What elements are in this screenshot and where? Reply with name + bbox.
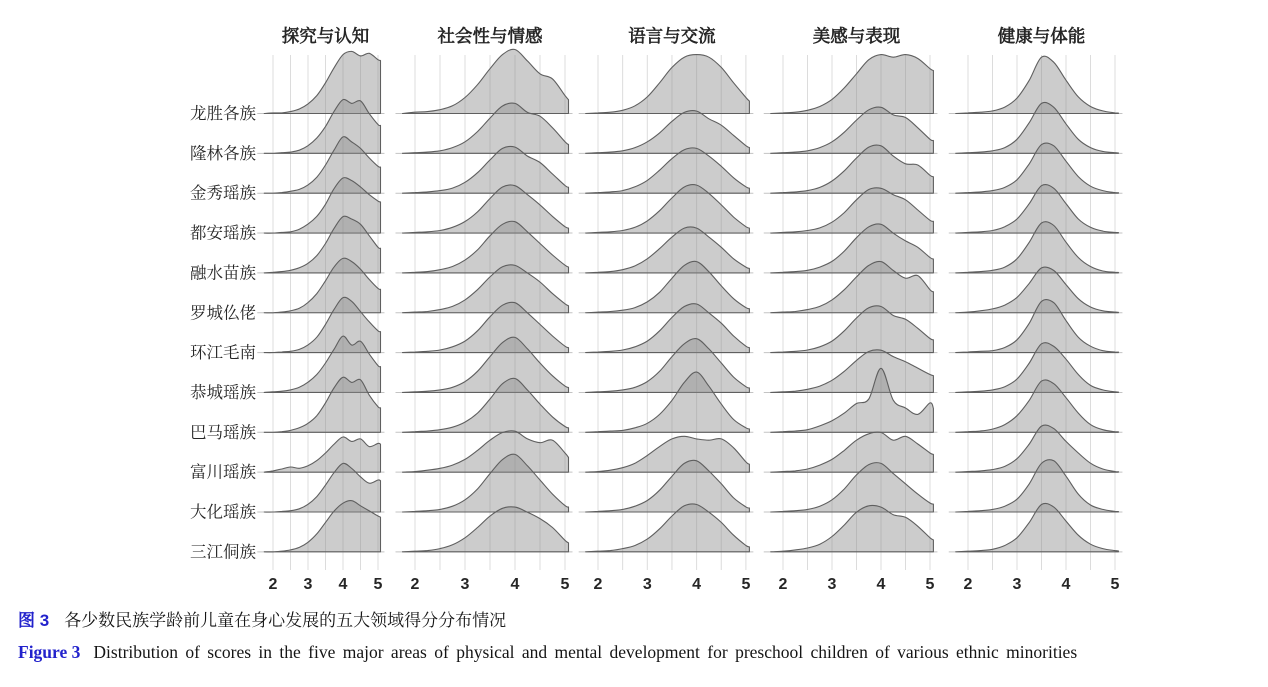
density-curve xyxy=(956,267,1119,313)
x-tick-label: 3 xyxy=(460,576,470,593)
caption-zh-text: 各少数民族学龄前儿童在身心发展的五大领域得分分布情况 xyxy=(64,611,507,630)
density-curve xyxy=(586,436,750,472)
x-tick-label: 4 xyxy=(510,576,520,593)
x-tick-label: 3 xyxy=(827,576,837,593)
row-label: 巴马瑶族 xyxy=(190,423,256,442)
panel-2 xyxy=(579,26,754,593)
panel-title: 社会性与情感 xyxy=(437,26,543,46)
density-curve xyxy=(403,49,569,113)
caption-zh-label: 图 3 xyxy=(18,611,50,630)
density-curve xyxy=(956,299,1119,352)
panel-title: 探究与认知 xyxy=(281,26,370,46)
row-label: 罗城仫佬 xyxy=(190,304,256,323)
x-tick-label: 3 xyxy=(1012,576,1022,593)
panel-title: 美感与表现 xyxy=(812,26,901,46)
row-label: 都安瑶族 xyxy=(190,224,256,243)
row-label: 恭城瑶族 xyxy=(190,383,256,402)
panel-title: 语言与交流 xyxy=(628,26,716,46)
x-tick-label: 3 xyxy=(303,576,313,593)
caption-en xyxy=(18,640,1254,665)
x-tick-label: 2 xyxy=(963,576,973,593)
x-tick-label: 5 xyxy=(560,576,570,593)
panel-4 xyxy=(949,26,1123,593)
caption-en-label: Figure 3 xyxy=(18,641,81,662)
x-tick-label: 5 xyxy=(1110,576,1120,593)
density-curve xyxy=(771,188,934,233)
x-tick-label: 2 xyxy=(593,576,603,593)
x-tick-label: 3 xyxy=(642,576,652,593)
x-tick-label: 4 xyxy=(338,576,348,593)
row-label: 三江侗族 xyxy=(190,543,256,562)
panel-title: 健康与体能 xyxy=(997,26,1086,46)
x-tick-label: 4 xyxy=(1061,576,1071,593)
density-curve xyxy=(586,148,750,193)
row-label: 金秀瑶族 xyxy=(190,184,256,203)
caption-en-text: Distribution of scores in the five major areas of physical and mental development for preschool children of various ethnic minorities xyxy=(93,641,1078,662)
density-curve xyxy=(956,56,1119,113)
density-curve xyxy=(586,111,750,154)
row-label: 融水苗族 xyxy=(190,264,256,283)
density-curve xyxy=(586,55,750,114)
row-label: 富川瑶族 xyxy=(190,463,256,482)
row-label: 环江毛南 xyxy=(190,344,256,363)
density-curve xyxy=(771,350,934,393)
x-tick-label: 4 xyxy=(876,576,886,593)
x-tick-label: 5 xyxy=(741,576,751,593)
panel-0 xyxy=(257,26,384,593)
row-label: 大化瑶族 xyxy=(190,503,256,522)
x-tick-label: 2 xyxy=(410,576,420,593)
x-tick-label: 4 xyxy=(692,576,702,593)
x-tick-label: 5 xyxy=(373,576,383,593)
row-label: 隆林各族 xyxy=(190,144,256,163)
caption-zh xyxy=(18,609,1254,634)
x-tick-label: 5 xyxy=(925,576,935,593)
row-label: 龙胜各族 xyxy=(190,105,256,123)
density-curve xyxy=(403,431,569,472)
x-tick-label: 2 xyxy=(268,576,278,593)
density-curve xyxy=(264,437,380,472)
panel-1 xyxy=(396,26,573,593)
density-curve xyxy=(771,432,934,472)
x-tick-label: 2 xyxy=(778,576,788,593)
density-curve xyxy=(403,507,569,552)
density-curve xyxy=(771,55,934,114)
panel-3 xyxy=(764,26,938,593)
density-curve xyxy=(586,227,750,273)
